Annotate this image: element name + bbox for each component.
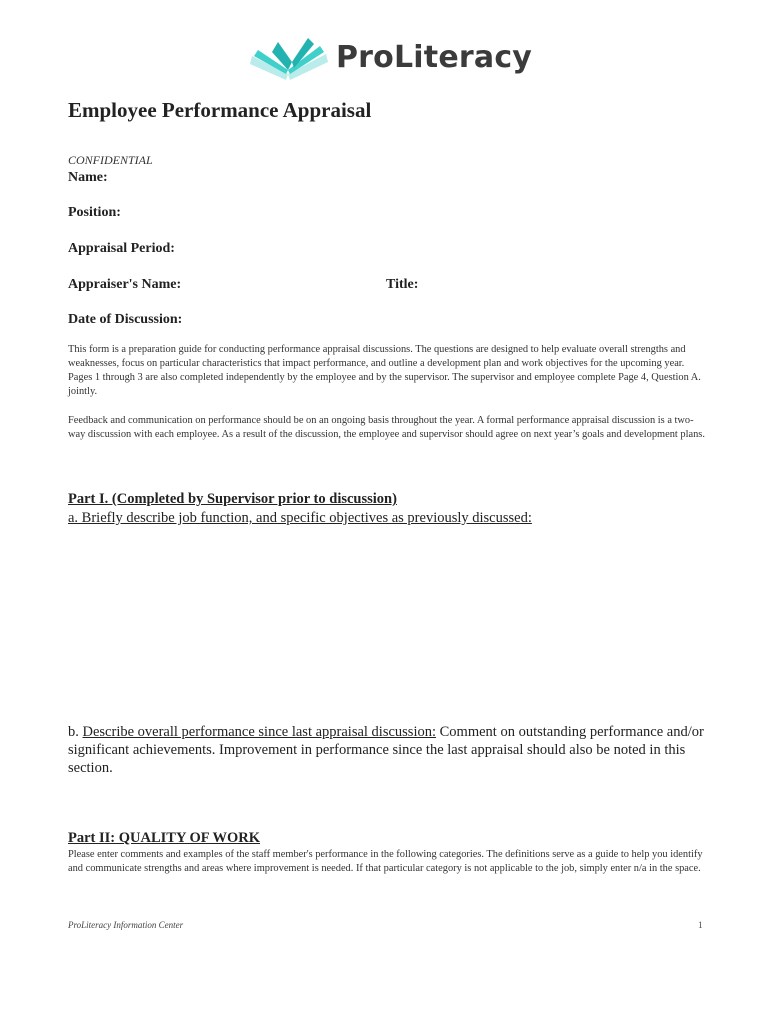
question-b-prefix: b. [68,724,83,740]
footer-source: ProLiteracy Information Center [68,920,184,930]
open-book-bird-icon [248,36,330,88]
intro-paragraph: This form is a preparation guide for conducting performance appraisal discussions. The questions are designed to help evaluate overall strengths and weaknesses, focus on particular characteristics that impact performance, and outline a development plan and work objectives for the upcoming year. Pages 1 through 3 are also completed independently by the employee and by the supervisor. The supervisor and employee complete Page 4, Question A. jointly. [68,344,701,397]
proliteracy-logo [248,34,533,90]
appraiser-name-label: Appraiser's Name: [68,277,182,292]
part1-question-a: a. Briefly describe job function, and specific objectives as previously discussed: [68,510,532,526]
part1-question-b [68,723,708,777]
feedback-paragraph: Feedback and communication on performance should be on an ongoing basis throughout the year. A formal performance appraisal discussion is a two-way discussion with each employee. As a result of the discussion, the employee and supervisor should agree on next year’s goals and development plans. [68,415,705,440]
brand-name: ProLiteracy [336,40,533,75]
question-b-underlined: Describe overall performance since last appraisal discussion: [82,724,437,740]
page-number: 1 [698,920,703,930]
confidential-label: CONFIDENTIAL [68,153,153,167]
question-b-rest: Comment on outstanding performance and/or significant achievements. Improvement in performance since the last appraisal should also be noted in this section. [68,724,704,776]
part1-heading: Part I. (Completed by Supervisor prior to discussion) [68,491,397,507]
date-of-discussion-label: Date of Discussion: [68,312,183,327]
part2-instructions: Please enter comments and examples of the staff member's performance in the following categories. The definitions serve as a guide to help you identify and communicate strengths and areas where improvement is needed. If that particular category is not applicable to the job, simply enter n/a in the space. [68,849,703,874]
name-label: Name: [68,170,108,185]
position-label: Position: [68,205,121,220]
part2-heading: Part II: QUALITY OF WORK [68,830,260,846]
title-label: Title: [386,277,419,292]
page-title: Employee Performance Appraisal [68,98,372,122]
appraisal-period-label: Appraisal Period: [68,241,175,256]
